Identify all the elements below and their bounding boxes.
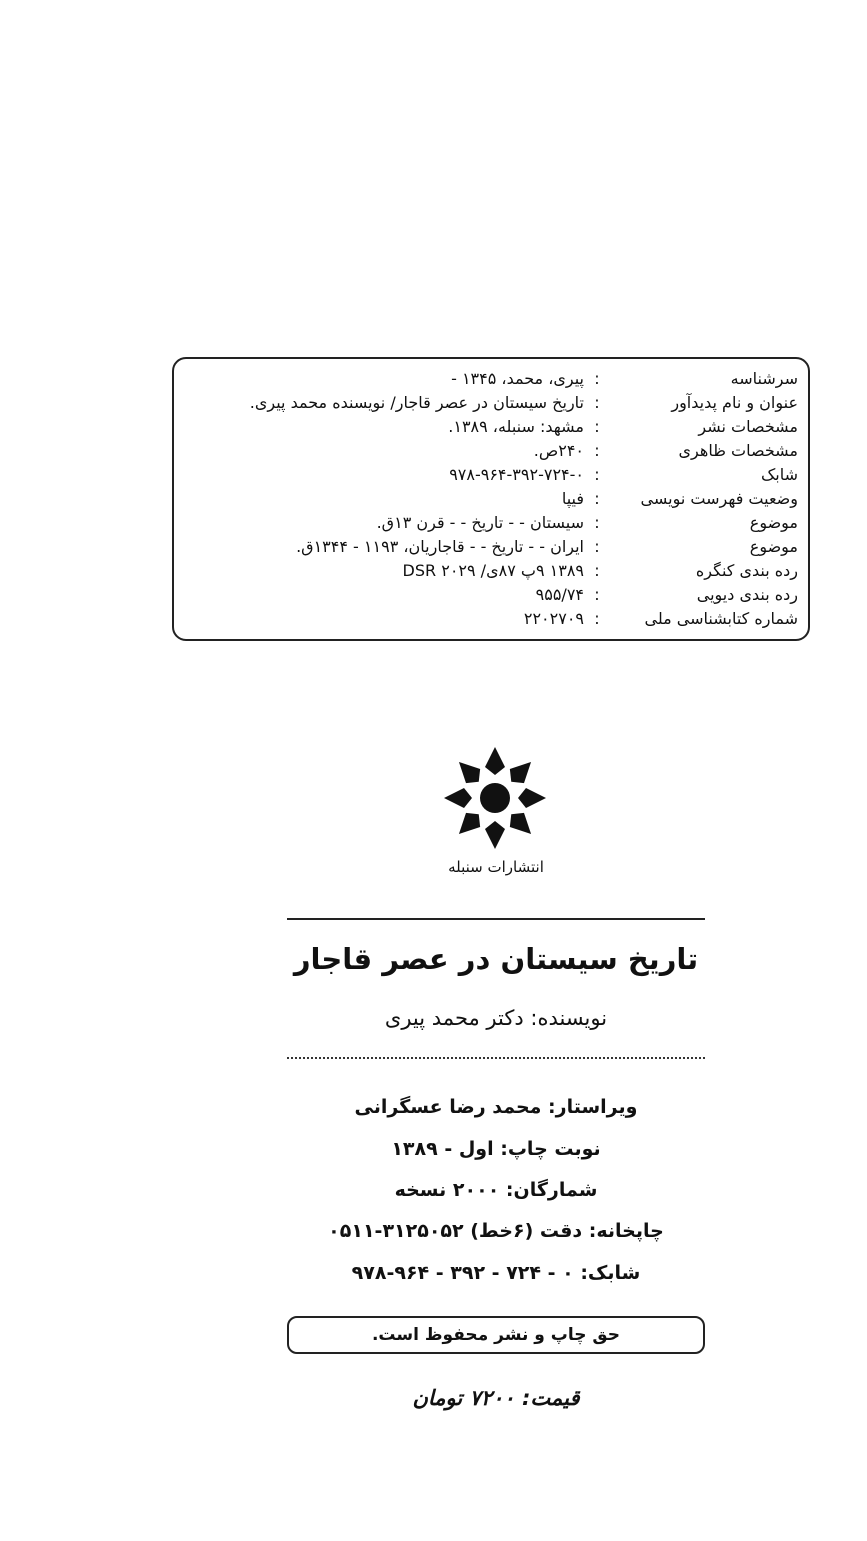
- catalog-colon: :: [594, 465, 600, 484]
- catalog-row: [174, 439, 808, 463]
- catalog-row: [174, 535, 808, 559]
- catalog-value: ۲۴۰ص.: [533, 441, 584, 460]
- copies-line: شمارگان: ۲۰۰۰ نسخه: [394, 1179, 598, 1201]
- catalog-label: عنوان و نام پدیدآور: [671, 393, 798, 412]
- printer-line: چاپخانه: دقت (۶خط) ۳۱۲۵۰۵۲-۰۵۱۱: [328, 1220, 664, 1242]
- catalog-value: سیستان - - تاریخ - - قرن ۱۳ق.: [376, 513, 584, 532]
- cataloging-box: [172, 357, 810, 641]
- catalog-colon: :: [594, 537, 600, 556]
- catalog-colon: :: [594, 393, 600, 412]
- catalog-row: [174, 463, 808, 487]
- catalog-value: ۹۵۵/۷۴: [535, 585, 584, 604]
- editor-line: ویراستار: محمد رضا عسگرانی: [354, 1096, 638, 1118]
- catalog-label: رده بندی دیویی: [696, 585, 798, 604]
- catalog-label: سرشناسه: [730, 369, 798, 388]
- catalog-row: [174, 511, 808, 535]
- catalog-colon: :: [594, 441, 600, 460]
- catalog-row: [174, 583, 808, 607]
- catalog-value: ۲۲۰۲۷۰۹: [523, 609, 584, 628]
- catalog-value: تاریخ سیستان در عصر قاجار/ نویسنده محمد پیری.: [249, 393, 584, 412]
- author-line: نویسنده: دکتر محمد پیری: [384, 1006, 608, 1030]
- catalog-row: [174, 559, 808, 583]
- price-line: قیمت: ۷۲۰۰ تومان: [412, 1386, 580, 1410]
- catalog-colon: :: [594, 489, 600, 508]
- copyright-notice: حق چاپ و نشر محفوظ است.: [287, 1316, 705, 1354]
- catalog-value: مشهد: سنبله، ۱۳۸۹.: [448, 417, 584, 436]
- catalog-colon: :: [594, 369, 600, 388]
- dotted-divider: [287, 1057, 705, 1059]
- publisher-name: انتشارات سنبله: [448, 858, 544, 876]
- catalog-label: شماره کتابشناسی ملی: [644, 609, 798, 628]
- sunflower-logo-icon: [440, 743, 550, 853]
- edition-line: نوبت چاپ: اول - ۱۳۸۹: [391, 1138, 601, 1160]
- catalog-value: پیری، محمد، ۱۳۴۵ -: [451, 369, 584, 388]
- catalog-row: [174, 607, 808, 631]
- catalog-label: وضعیت فهرست نویسی: [640, 489, 798, 508]
- catalog-colon: :: [594, 417, 600, 436]
- catalog-label: موضوع: [749, 513, 798, 532]
- catalog-label: شابک: [760, 465, 798, 484]
- catalog-row: [174, 367, 808, 391]
- catalog-label: رده بندی کنگره: [695, 561, 798, 580]
- catalog-colon: :: [594, 609, 600, 628]
- catalog-colon: :: [594, 513, 600, 532]
- catalog-label: مشخصات نشر: [698, 417, 798, 436]
- catalog-colon: :: [594, 585, 600, 604]
- catalog-value: ۱۳۸۹ ۹پ ۸۷ی/ ۲۰۲۹ DSR: [402, 561, 584, 580]
- catalog-row: [174, 391, 808, 415]
- catalog-label: موضوع: [749, 537, 798, 556]
- catalog-value: ۹۷۸-۹۶۴-۳۹۲-۷۲۴-۰: [449, 465, 584, 484]
- catalog-row: [174, 415, 808, 439]
- isbn-line: شابک: ۰ - ۷۲۴ - ۳۹۲ - ۹۶۴-۹۷۸: [351, 1262, 641, 1284]
- catalog-value: فیپا: [561, 489, 584, 508]
- book-title: تاریخ سیستان در عصر قاجار: [293, 942, 699, 976]
- catalog-row: [174, 487, 808, 511]
- catalog-value: ایران - - تاریخ - - قاجاریان، ۱۱۹۳ - ۱۳۴۴ق.: [296, 537, 584, 556]
- divider: [287, 918, 705, 920]
- catalog-label: مشخصات ظاهری: [678, 441, 798, 460]
- catalog-colon: :: [594, 561, 600, 580]
